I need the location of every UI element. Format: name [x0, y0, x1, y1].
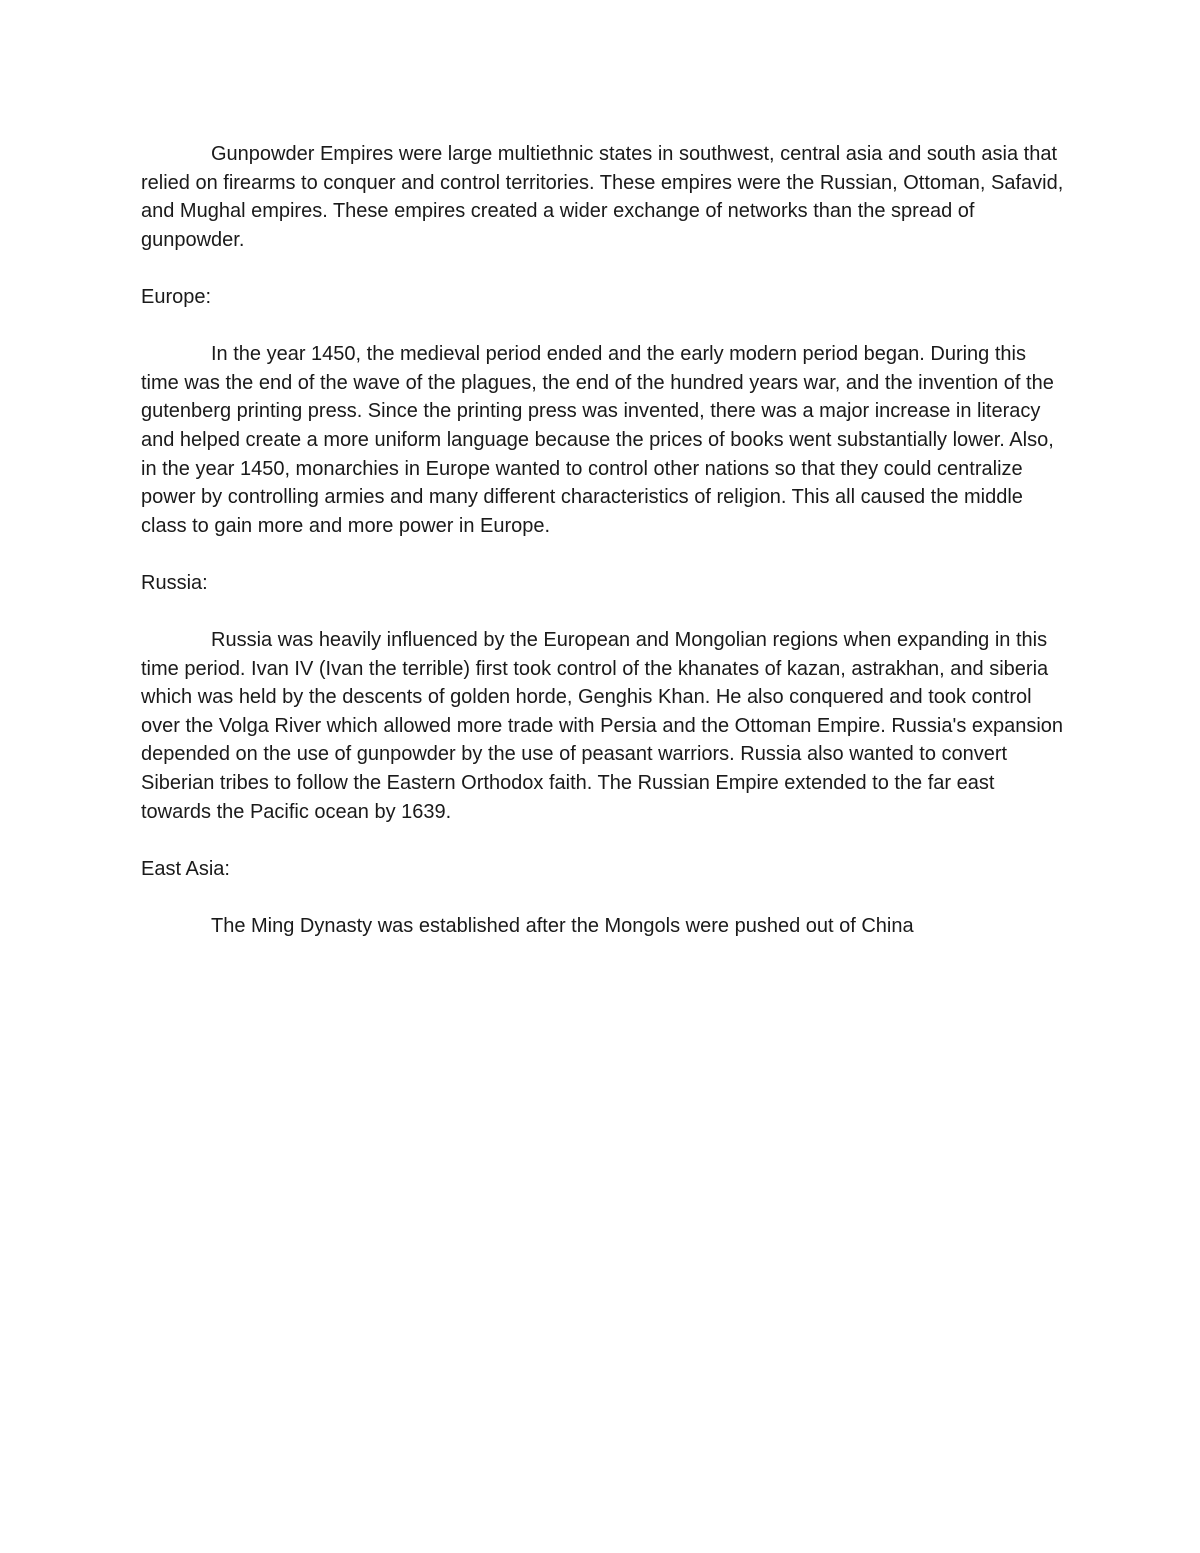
intro-paragraph: Gunpowder Empires were large multiethnic states in southwest, central asia and south asia that relied on firearms to conquer and control territories. These empires were the Russian, Ottoman, Safavid, and Mughal empires. These empires created a wider exchange of networks than the spread of gunpowder. [141, 143, 1064, 251]
section-body-russia: Russia was heavily influenced by the European and Mongolian regions when expanding in this time period. Ivan IV (Ivan the terrible) first took control of the khanates of kazan, astrakhan, and siberia which was held by the descents of golden horde, Genghis Khan. He also conquered and took control over the Volga River which allowed more trade with Persia and the Ottoman Empire. Russia's expansion depended on the use of gunpowder by the use of peasant warriors. Russia also wanted to convert Siberian tribes to follow the Eastern Orthodox faith. The Russian Empire extended to the far east towards the Pacific ocean by 1639. [141, 629, 1064, 823]
section-body-east-asia: The Ming Dynasty was established after the Mongols were pushed out of China [211, 915, 914, 938]
document-body [141, 140, 1066, 941]
section-heading-russia: Russia: [141, 571, 208, 594]
section-body-europe: In the year 1450, the medieval period ended and the early modern period began. During this time was the end of the wave of the plagues, the end of the hundred years war, and the invention of the gutenberg printing press. Since the printing press was invented, there was a major increase in literacy and helped create a more uniform language because the prices of books went substantially lower. Also, in the year 1450, monarchies in Europe wanted to control other nations so that they could centralize power by controlling armies and many different characteristics of religion. This all caused the middle class to gain more and more power in Europe. [141, 343, 1054, 537]
section-heading-europe: Europe: [141, 285, 212, 308]
section-heading-east-asia: East Asia: [141, 857, 230, 880]
